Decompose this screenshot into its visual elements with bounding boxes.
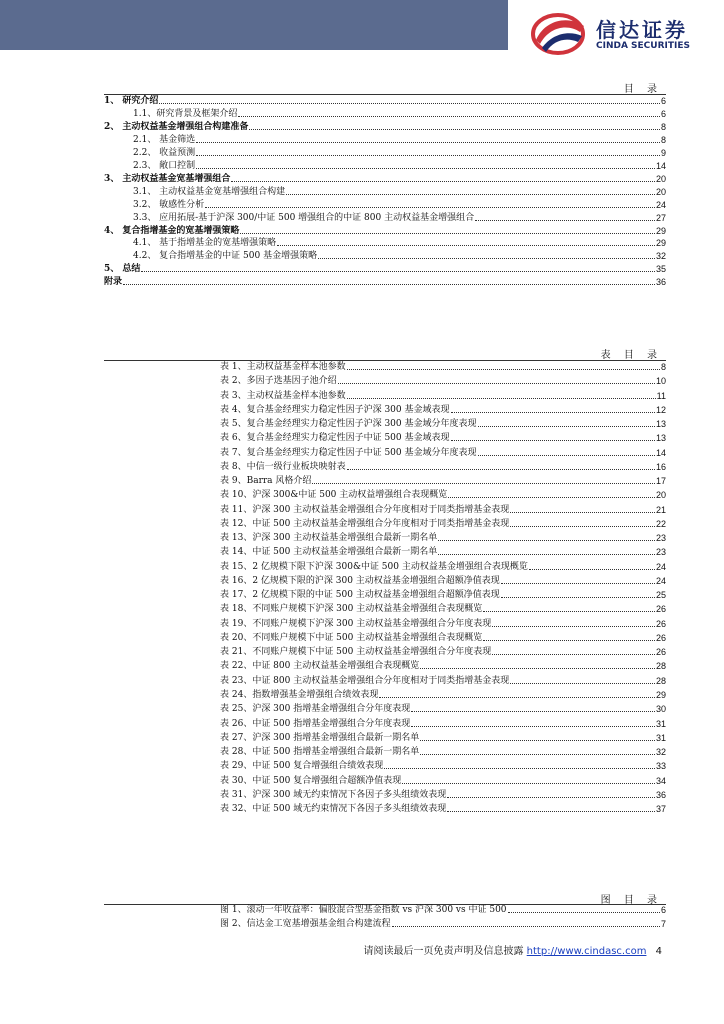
tables-entry[interactable]	[220, 688, 666, 701]
tables-entry-page: 13	[655, 433, 666, 444]
tables-entry-text: 表 12、中证 500 主动权益基金增强组合分年度相对于同类指增基金表现	[220, 518, 510, 529]
toc-entry-text: 1.1、研究背景及框架介绍	[133, 108, 238, 119]
figures-title: 图 目 录	[600, 895, 662, 906]
toc-entry-text: 2.3、 敞口控制	[133, 160, 196, 171]
toc-entry-text: 4.2、 复合指增基金的中证 500 基金增强策略	[133, 251, 318, 262]
header-bar	[0, 0, 508, 50]
tables-entry-page: 32	[655, 747, 666, 758]
tables-entry[interactable]	[220, 617, 666, 630]
tables-entry-text: 表 9、Barra 风格介绍	[220, 476, 312, 487]
toc-entry-page: 32	[655, 251, 666, 262]
tables-entry-page: 16	[655, 461, 666, 472]
dot-leader	[501, 583, 655, 584]
dot-leader	[231, 181, 655, 182]
tables-entry-text: 表 15、2 亿规模下限下沪深 300&中证 500 主动权益基金增强组合表现概览	[220, 561, 528, 572]
toc-entry-page: 9	[660, 147, 666, 158]
dot-leader	[384, 768, 655, 769]
toc-entry-page: 14	[655, 160, 666, 171]
tables-entry-page: 33	[655, 761, 666, 772]
tables-entry[interactable]	[220, 417, 666, 430]
tables-entry-text: 表 22、中证 800 主动权益基金增强组合表现概览	[220, 661, 420, 672]
dot-leader	[438, 540, 655, 541]
tables-entry-text: 表 27、沪深 300 指增基金增强组合最新一期名单	[220, 732, 420, 743]
tables-entry-page: 37	[655, 804, 666, 815]
tables-entry[interactable]	[220, 446, 666, 459]
tables-entry[interactable]	[220, 431, 666, 444]
dot-leader	[420, 668, 655, 669]
company-logo	[530, 12, 715, 56]
dot-leader	[475, 220, 655, 221]
toc-entry-page: 36	[655, 277, 666, 288]
tables-entry[interactable]	[220, 717, 666, 730]
toc-entry[interactable]	[104, 224, 666, 237]
tables-entry[interactable]	[220, 645, 666, 658]
dot-leader	[159, 103, 660, 104]
toc-entry-page: 6	[660, 108, 666, 119]
toc-entry[interactable]	[133, 198, 666, 211]
tables-entry[interactable]	[220, 588, 666, 601]
tables-entry[interactable]	[220, 531, 666, 544]
toc-entry-text: 5、 总结	[104, 264, 141, 275]
tables-entry-text: 表 6、复合基金经理实力稳定性因子中证 500 基金域表现	[220, 433, 450, 444]
tables-entry[interactable]	[220, 560, 666, 573]
toc-entry[interactable]	[104, 275, 666, 288]
dot-leader	[123, 284, 655, 285]
tables-entry-text: 表 7、复合基金经理实力稳定性因子中证 500 基金域分年度表现	[220, 447, 477, 458]
logo-chinese-text: 信达证券	[596, 18, 688, 42]
dot-leader	[510, 526, 655, 527]
tables-entry-text: 表 16、2 亿规模下限的沪深 300 主动权益基金增强组合超额净值表现	[220, 575, 500, 586]
tables-entry-text: 表 19、不同账户规模下沪深 300 主动权益基金增强组合分年度表现	[220, 618, 492, 629]
footer-disclaimer: 请阅读最后一页免责声明及信息披露	[363, 946, 524, 957]
dot-leader	[420, 754, 655, 755]
tables-entry-text: 表 18、不同账户规模下沪深 300 主动权益基金增强组合表现概览	[220, 604, 483, 615]
toc-entry-page: 35	[655, 264, 666, 275]
tables-entry-page: 28	[655, 661, 666, 672]
dot-leader	[529, 569, 655, 570]
tables-entry-text: 表 4、复合基金经理实力稳定性因子沪深 300 基金域表现	[220, 404, 450, 415]
toc-entry[interactable]	[104, 262, 666, 275]
toc-entry[interactable]	[133, 236, 666, 249]
tables-entry-page: 12	[655, 404, 666, 415]
tables-entry-text: 表 25、沪深 300 指增基金增强组合分年度表现	[220, 704, 411, 715]
tables-entry[interactable]	[220, 659, 666, 672]
toc-entry-text: 2.2、 收益预测	[133, 147, 196, 158]
tables-entry[interactable]	[220, 674, 666, 687]
cinda-logo-icon	[530, 12, 590, 56]
toc-entry-page: 20	[655, 186, 666, 197]
tables-entry[interactable]	[220, 731, 666, 744]
dot-leader	[448, 497, 655, 498]
tables-entry-text: 表 28、中证 500 指增基金增强组合最新一期名单	[220, 747, 420, 758]
tables-entry-text: 表 8、中信一级行业板块映射表	[220, 461, 346, 472]
tables-entry-text: 表 29、中证 500 复合增强组合绩效表现	[220, 761, 384, 772]
dot-leader	[240, 233, 655, 234]
dot-leader	[318, 258, 655, 259]
tables-entry-page: 24	[655, 561, 666, 572]
dot-leader	[402, 783, 655, 784]
dot-leader	[510, 512, 655, 513]
toc-entry[interactable]	[133, 159, 666, 172]
dot-leader	[286, 194, 655, 195]
tables-entry[interactable]	[220, 802, 666, 815]
tables-entry-page: 30	[655, 704, 666, 715]
tables-entry[interactable]	[220, 389, 666, 402]
dot-leader	[420, 740, 655, 741]
dot-leader	[312, 483, 655, 484]
tables-entry-text: 表 1、主动权益基金样本池参数	[220, 362, 346, 372]
tables-entry-page: 23	[655, 533, 666, 544]
toc-entry[interactable]	[133, 249, 666, 262]
toc-title: 目 录	[623, 84, 662, 95]
toc-entry-text: 4、 复合指增基金的宽基增强策略	[104, 225, 240, 236]
toc-entry-page: 27	[655, 212, 666, 223]
figures-entry[interactable]	[220, 917, 666, 930]
dot-leader	[411, 726, 655, 727]
toc-entry[interactable]	[133, 185, 666, 198]
tables-entry[interactable]	[220, 488, 666, 501]
tables-entry[interactable]	[220, 403, 666, 416]
tables-entry-page: 8	[660, 362, 666, 372]
tables-entry[interactable]	[220, 788, 666, 801]
dot-leader	[347, 469, 655, 470]
tables-entry-page: 10	[655, 376, 666, 387]
toc-entry-page: 20	[655, 173, 666, 184]
tables-entry-page: 21	[655, 504, 666, 515]
dot-leader	[492, 654, 655, 655]
toc-entry-text: 2、 主动权益基金增强组合构建准备	[104, 121, 249, 132]
tables-entry-page: 14	[655, 447, 666, 458]
toc-entry-page: 29	[655, 225, 666, 236]
tables-entry-text: 表 31、沪深 300 域无约束情况下各因子多头组绩效表现	[220, 789, 447, 800]
tables-entry-text: 表 3、主动权益基金样本池参数	[220, 390, 346, 401]
tables-entry[interactable]	[220, 745, 666, 758]
figures-entry-text: 图 1、滚动一年收益率：偏股混合型基金指数 vs 沪深 300 vs 中证 500	[220, 905, 507, 915]
tables-entry[interactable]	[220, 545, 666, 558]
figures-entry-page: 7	[660, 919, 666, 929]
dot-leader	[478, 455, 655, 456]
tables-entry-page: 26	[655, 632, 666, 643]
tables-entry[interactable]	[220, 503, 666, 516]
tables-entry[interactable]	[220, 759, 666, 772]
tables-entry-page: 36	[655, 789, 666, 800]
toc-entry-text: 3.2、 敏感性分析	[133, 199, 205, 210]
tables-entry-text: 表 30、中证 500 复合增强组合超额净值表现	[220, 775, 402, 786]
dot-leader	[411, 711, 655, 712]
dot-leader	[196, 168, 655, 169]
figures-entry[interactable]	[220, 903, 666, 916]
dot-leader	[447, 797, 655, 798]
toc-entry[interactable]	[104, 172, 666, 185]
tables-entry-page: 29	[655, 689, 666, 700]
dot-leader	[249, 129, 660, 130]
tables-entry-text: 表 21、不同账户规模下中证 500 主动权益基金增强组合分年度表现	[220, 647, 492, 658]
tables-entry-text: 表 24、指数增强基金增强组合绩效表现	[220, 689, 379, 700]
toc-entry[interactable]	[133, 146, 666, 159]
tables-entry[interactable]	[220, 702, 666, 715]
tables-entry[interactable]	[220, 631, 666, 644]
toc-entry[interactable]	[104, 120, 666, 133]
toc-entry[interactable]	[104, 94, 666, 107]
tables-entry[interactable]	[220, 574, 666, 587]
dot-leader	[141, 271, 655, 272]
figures-entry-text: 图 2、信达金工宽基增强基金组合构建流程	[220, 919, 391, 929]
toc-entry[interactable]	[133, 133, 666, 146]
toc-entry-text: 3.3、 应用拓展-基于沪深 300/中证 500 增强组合的中证 800 主动权益基金增强组合	[133, 212, 475, 223]
dot-leader	[196, 142, 660, 143]
tables-entry-page: 17	[655, 476, 666, 487]
tables-entry-text: 表 11、沪深 300 主动权益基金增强组合分年度相对于同类指增基金表现	[220, 504, 510, 515]
dot-leader	[451, 440, 655, 441]
tables-entry-text: 表 20、不同账户规模下中证 500 主动权益基金增强组合表现概览	[220, 632, 483, 643]
tables-entry-text: 表 23、中证 800 主动权益基金增强组合分年度相对于同类指增基金表现	[220, 675, 510, 686]
figures-entry-page: 6	[660, 905, 666, 915]
toc-entry-page: 8	[660, 121, 666, 132]
footer-website-link[interactable]: http://www.cindasc.com	[526, 946, 647, 957]
dot-leader	[501, 597, 655, 598]
tables-entry-text: 表 10、沪深 300&中证 500 主动权益增强组合表现概览	[220, 490, 448, 501]
dot-leader	[205, 207, 655, 208]
tables-entry-page: 26	[655, 618, 666, 629]
page-number: 4	[655, 946, 662, 957]
tables-entry[interactable]	[220, 774, 666, 787]
dot-leader	[379, 697, 655, 698]
tables-entry-text: 表 2、多因子选基因子池介绍	[220, 376, 337, 387]
tables-entry[interactable]	[220, 602, 666, 615]
tables-entry[interactable]	[220, 360, 666, 373]
toc-entry-text: 附录	[104, 277, 123, 288]
dot-leader	[451, 412, 655, 413]
toc-entry-text: 1、 研究介绍	[104, 96, 159, 106]
tables-entry-text: 表 26、中证 500 指增基金增强组合分年度表现	[220, 718, 411, 729]
tables-entry-page: 20	[655, 490, 666, 501]
tables-entry-text: 表 13、沪深 300 主动权益基金增强组合最新一期名单	[220, 533, 438, 544]
tables-entry-page: 13	[655, 419, 666, 430]
dot-leader	[483, 611, 655, 612]
tables-entry-page: 22	[655, 518, 666, 529]
dot-leader	[392, 926, 660, 927]
toc-entry-text: 3.1、 主动权益基金宽基增强组合构建	[133, 186, 286, 197]
dot-leader	[238, 116, 660, 117]
tables-entry-text: 表 17、2 亿规模下限的中证 500 主动权益基金增强组合超额净值表现	[220, 590, 500, 601]
tables-entry[interactable]	[220, 374, 666, 387]
dot-leader	[447, 811, 655, 812]
tables-entry[interactable]	[220, 517, 666, 530]
dot-leader	[510, 683, 655, 684]
dot-leader	[492, 626, 655, 627]
dot-leader	[438, 554, 655, 555]
tables-entry-page: 34	[655, 775, 666, 786]
tables-entry-page: 26	[655, 604, 666, 615]
tables-entry-page: 11	[656, 390, 666, 401]
dot-leader	[277, 245, 655, 246]
tables-entry[interactable]	[220, 460, 666, 473]
dot-leader	[338, 383, 655, 384]
tables-entry-page: 24	[655, 575, 666, 586]
tables-entry-text: 表 5、复合基金经理实力稳定性因子沪深 300 基金域分年度表现	[220, 419, 477, 430]
tables-entry-text: 表 32、中证 500 域无约束情况下各因子多头组绩效表现	[220, 804, 447, 815]
page-footer	[363, 942, 662, 957]
tables-entry-text: 表 14、中证 500 主动权益基金增强组合最新一期名单	[220, 547, 438, 558]
toc-entry-page: 8	[660, 134, 666, 145]
dot-leader	[483, 640, 655, 641]
logo-english-text: CINDA SECURITIES	[596, 41, 690, 51]
toc-entry-text: 4.1、 基于指增基金的宽基增强策略	[133, 238, 277, 249]
tables-entry-page: 28	[655, 675, 666, 686]
tables-title: 表 目 录	[600, 350, 662, 361]
dot-leader	[347, 369, 660, 370]
tables-entry-page: 25	[655, 590, 666, 601]
dot-leader	[196, 155, 660, 156]
toc-entry[interactable]	[133, 107, 666, 120]
toc-entry-page: 6	[660, 96, 666, 106]
toc-entry-text: 2.1、 基金筛选	[133, 134, 196, 145]
toc-entry-page: 29	[655, 238, 666, 249]
dot-leader	[478, 426, 655, 427]
toc-entry-text: 3、 主动权益基金宽基增强组合	[104, 173, 231, 184]
tables-entry-page: 26	[655, 647, 666, 658]
tables-entry-page: 31	[655, 732, 666, 743]
dot-leader	[508, 912, 660, 913]
toc-entry[interactable]	[133, 211, 666, 224]
toc-entry-page: 24	[655, 199, 666, 210]
tables-entry-page: 23	[655, 547, 666, 558]
dot-leader	[347, 398, 656, 399]
tables-entry[interactable]	[220, 474, 666, 487]
tables-entry-page: 31	[655, 718, 666, 729]
